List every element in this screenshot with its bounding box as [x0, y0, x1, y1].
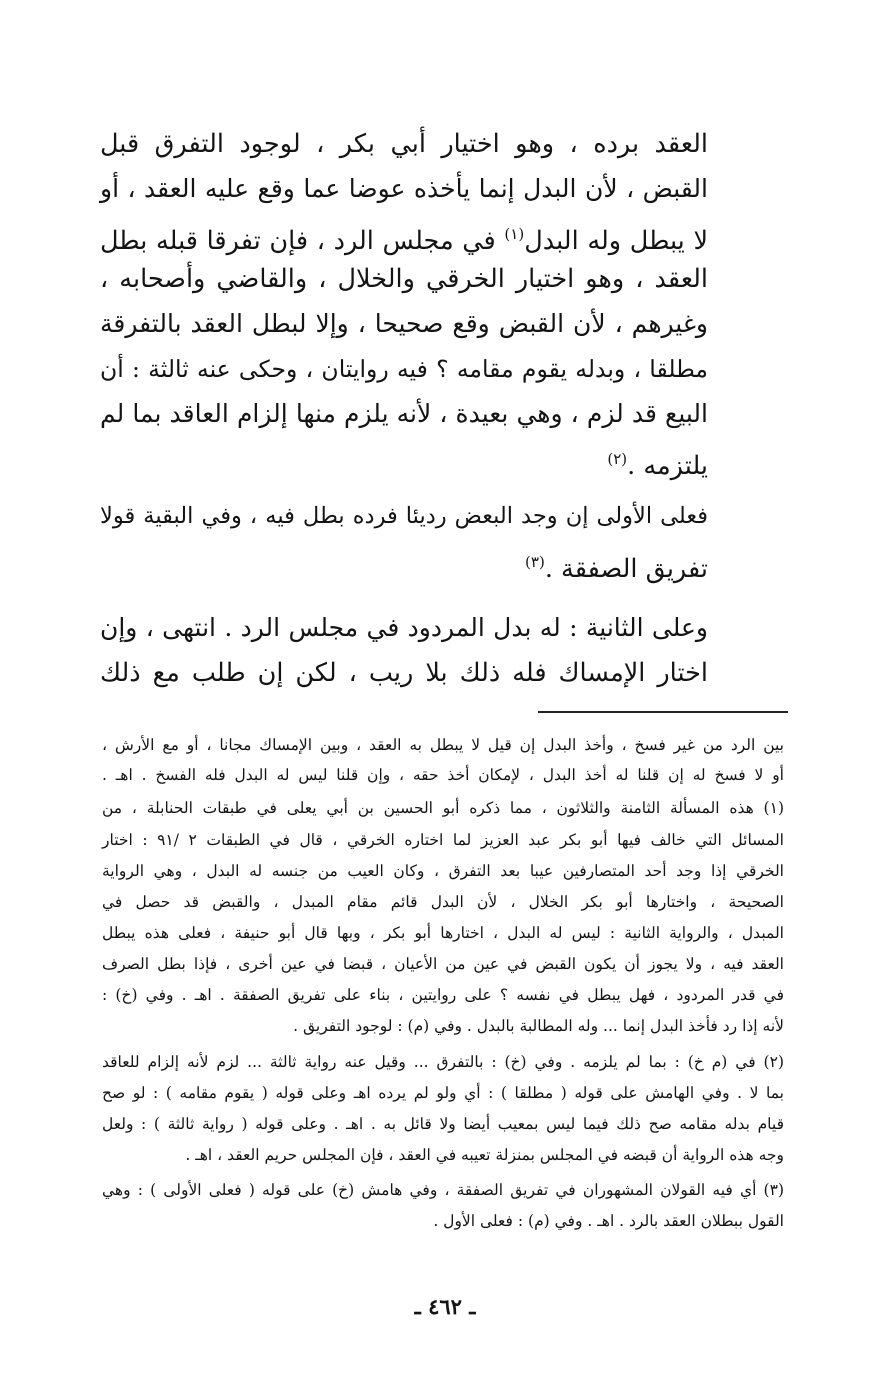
footnote-line: المبدل ، والرواية الثانية : ليس له البدل ، اختارها أبو بكر ، وبها قال أبو حنيفة ، فعلى هذه يبطل: [102, 924, 784, 942]
text-line: العقد ، وهو اختيار الخرقي والخلال ، والقاضي وأصحابه ،: [100, 264, 708, 294]
footnote-ref: (٣): [525, 553, 545, 571]
text-segment: يلتزمه .: [627, 451, 708, 481]
text-line: البيع قد لزم ، وهي بعيدة ، لأنه يلزم منها إلزام العاقد بما لم: [100, 399, 708, 428]
footnote-line: (٣) أي فيه القولان المشهوران في تفريق الصفقة ، وفي هامش (خ) على قوله ( فعلى الأولى ) : وهي: [102, 1181, 784, 1199]
page-number: ـ ٤٦٢ ـ: [414, 1294, 476, 1319]
footnote-line: القول ببطلان العقد بالرد . اهـ . وفي (م) : فعلى الأول .: [433, 1212, 784, 1230]
footnote-line: الخرقي إذا وجد أحد المتصارفين عيبا بعد التفرق ، وكان العيب من جنسه له البدل ، وهي الرواية: [102, 862, 784, 880]
text-segment: تفريق الصفقة .: [544, 554, 708, 584]
footnote-line: الصحيحة ، واختارها أبو بكر الخلال ، لأن البدل قائم مقام المبدل ، والقبض قد حصل في: [102, 893, 784, 911]
footnote-line: بما لا . وفي الهامش على قوله ( مطلقا ) : أي ولو لم يرده اهـ وعلى قوله ( يقوم مقامه ) : لو صح: [102, 1084, 784, 1102]
footnote-line: أو لا فسخ له إن قلنا له أخذ البدل ، لإمكان أخذ حقه ، وإن قلنا ليس له البدل فله الفسخ . اهـ .: [102, 766, 784, 784]
footnote-line: العقد فيه ، ولا يجوز أن يكون القبض في عين من الأعيان ، قبضا في عين أخرى ، فإذا بطل الصرف: [102, 955, 784, 973]
text-line: [100, 540, 708, 584]
footnote-ref: (٢): [607, 450, 628, 468]
footnote-line: لأنه إذا رد فأخذ البدل إنما ... وله المطالبة بالبدل . وفي (م) : لوجود التفريق .: [293, 1017, 784, 1035]
text-line: [100, 212, 708, 256]
text-line: مطلقا ، وبدله يقوم مقامه ؟ فيه روايتان ، وحكى عنه ثالثة : أن: [100, 355, 708, 383]
text-line: اختار الإمساك فله ذلك بلا ريب ، لكن إن طلب مع ذلك: [100, 658, 708, 688]
footnote-line: (٢) في (م خ) : بما لم يلزمه . وفي (خ) : بالتفرق ... وقيل عنه رواية ثالثة ... لزم لأنه إلزام للعاقد: [102, 1053, 784, 1071]
footnote-divider: [538, 711, 788, 713]
text-line: وغيرهم ، لأن القبض وقع صحيحا ، وإلا لبطل العقد بالتفرقة: [100, 309, 708, 338]
footnote-line: (١) هذه المسألة الثامنة والثلاثون ، مما ذكره أبو الحسين بن أبي يعلى في طبقات الحنابلة ، من: [102, 799, 784, 817]
text-segment: في مجلس الرد ، فإن تفرقا قبله بطل: [100, 226, 496, 256]
text-line: [100, 437, 708, 481]
footnote-line: قيام بدله مقامه صح ذلك فيما ليس بمعيب أيضا ولا قائل به . اهـ . وعلى قوله ( رواية ثالثة ) : ولعل: [102, 1115, 784, 1133]
footnote-line: وجه هذه الرواية أن قبضه في المجلس بمنزلة تعيبه في العقد ، فإن المجلس حريم العقد ، اهـ .: [185, 1146, 784, 1164]
text-segment: لا يبطل وله البدل: [524, 226, 708, 256]
footnote-line: بين الرد من غير فسخ ، وأخذ البدل إن قيل لا يبطل به العقد ، وبين الإمساك مجانا ، أو مع الأرش ،: [102, 736, 784, 754]
text-line: فعلى الأولى إن وجد البعض رديئا فرده بطل فيه ، وفي البقية قولا: [100, 503, 708, 529]
text-line: القبض ، لأن البدل إنما يأخذه عوضا عما وقع عليه العقد ، أو: [100, 174, 708, 203]
text-line: وعلى الثانية : له بدل المردود في مجلس الرد . انتهى ، وإن: [100, 613, 708, 642]
footnote-line: المسائل التي خالف فيها أبو بكر عبد العزيز لما اختاره الخرقي ، قال في الطبقات ٢ /٩١ : اختار: [102, 831, 784, 849]
text-line: العقد برده ، وهو اختيار أبي بكر ، لوجود التفرق قبل: [100, 129, 708, 159]
footnote-line: في قدر المردود ، فهل يبطل في نفسه ؟ على روايتين ، بناء على تفريق الصفقة . اهـ . وفي (خ) :: [102, 986, 784, 1004]
footnote-ref: (١): [504, 225, 525, 243]
